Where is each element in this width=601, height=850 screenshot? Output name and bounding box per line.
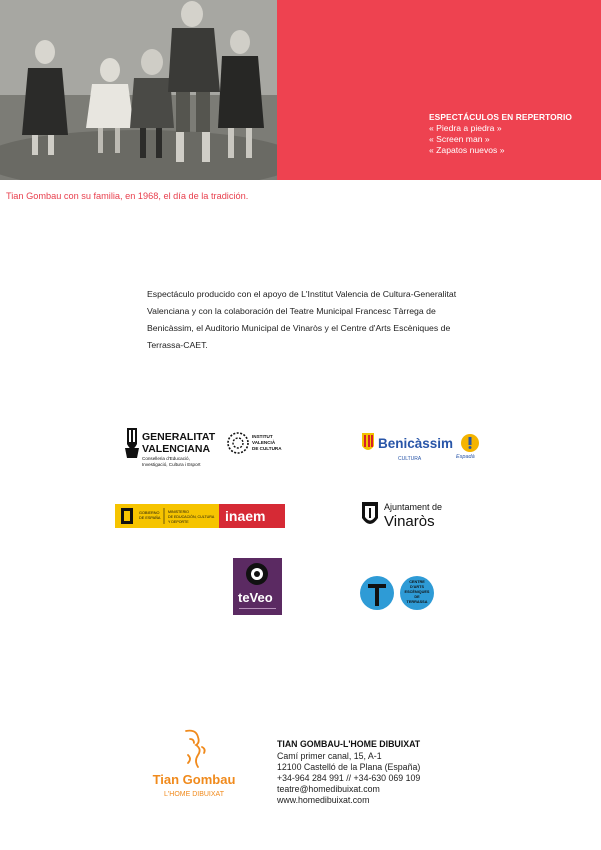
benicassim-shield-icon: [362, 433, 374, 450]
repertoire-item: « Piedra a piedra »: [429, 123, 502, 133]
benicassim-sub: CULTURA: [398, 456, 422, 462]
generalitat-sub2: Investigació, Cultura i Esport: [142, 462, 201, 467]
vinaros-logo: [360, 498, 456, 532]
support-text: Espectáculo producido con el apoyo de L'Institut Valencia de Cultura-Generalitat Valenciana y con la colaboración del Teatre Municipal Francesc Tàrrega de Benicàssim, el Auditorio Municipal de Vinaròs y el Centre d'Arts Escèniques de Terrassa-CAET.: [147, 289, 457, 350]
face-drawing-icon: [186, 731, 205, 767]
caet-logo: [360, 570, 436, 618]
caet-line2: D'ARTS: [410, 585, 424, 589]
caet-line5: TERRASSA: [406, 600, 428, 604]
ivc-line1: INSTITUT: [252, 434, 273, 439]
repertoire-item: « Zapatos nuevos »: [429, 145, 505, 155]
company-title: TIAN GOMBAU-L'HOME DIBUIXAT: [277, 739, 421, 749]
caet-line3: ESCÈNIQUES: [404, 590, 430, 594]
espada-badge-icon: [461, 434, 479, 452]
inaem-name: inaem: [225, 508, 266, 524]
vinaros-line1: Ajuntament de: [384, 502, 443, 512]
generalitat-name2: VALENCIANA: [142, 443, 211, 455]
teveo-name: teVeo: [238, 590, 273, 605]
teveo-eye-icon: [246, 563, 268, 585]
family-photo-image: [0, 0, 277, 180]
website-link[interactable]: www.homedibuixat.com: [277, 795, 370, 805]
address-line: Camí primer canal, 15, A-1: [277, 751, 382, 761]
caet-figure-icon: [360, 576, 394, 610]
repertoire-title: ESPECTÁCULOS EN REPERTORIO: [429, 112, 572, 122]
benicassim-logo: [360, 430, 488, 466]
generalitat-sub1: Conselleria d'Educació,: [142, 456, 190, 461]
inaem-logo: [115, 502, 285, 530]
generalitat-crest-icon: [125, 428, 139, 458]
vinaros-shield-icon: [362, 502, 378, 524]
spain-coat-of-arms-icon: [121, 508, 133, 524]
espada-badge-text: Espadà: [456, 454, 475, 460]
caet-line4: DE: [414, 595, 420, 599]
teveo-logo: [233, 558, 282, 615]
phone-line: +34-964 284 991 // +34-630 069 109: [277, 773, 421, 783]
generalitat-name: GENERALITAT: [142, 431, 216, 443]
generalitat-valenciana-logo: [124, 424, 220, 470]
city-line: 12100 Castelló de la Plana (España): [277, 762, 421, 772]
ivc-line3: DE CULTURA: [252, 446, 282, 451]
ivc-logo: [226, 430, 282, 458]
inaem-gov2: DE ESPAÑA: [139, 516, 161, 520]
benicassim-name: Benicàssim: [378, 436, 454, 451]
vinaros-line2: Vinaròs: [384, 513, 435, 530]
ivc-circle-icon: [228, 433, 248, 453]
inaem-min3: Y DEPORTE: [168, 520, 189, 524]
tian-gombau-logo: [152, 727, 236, 805]
repertoire-item: « Screen man »: [429, 134, 490, 144]
company-logo-sub: L'HOME DIBUIXAT: [164, 791, 224, 798]
email-link[interactable]: teatre@homedibuixat.com: [277, 784, 380, 794]
inaem-min1: MINISTERIO: [168, 510, 189, 514]
inaem-min2: DE EDUCACIÓN, CULTURA: [168, 515, 215, 519]
caet-line1: CENTRE: [409, 580, 425, 584]
ivc-line2: VALENCIÀ: [252, 440, 276, 445]
inaem-gov1: GOBIERNO: [139, 511, 160, 515]
company-logo-name: Tian Gombau: [152, 772, 236, 787]
photo-caption: Tian Gombau con su familia, en 1968, el día de la tradición.: [6, 191, 249, 201]
family-photo: [0, 0, 277, 180]
